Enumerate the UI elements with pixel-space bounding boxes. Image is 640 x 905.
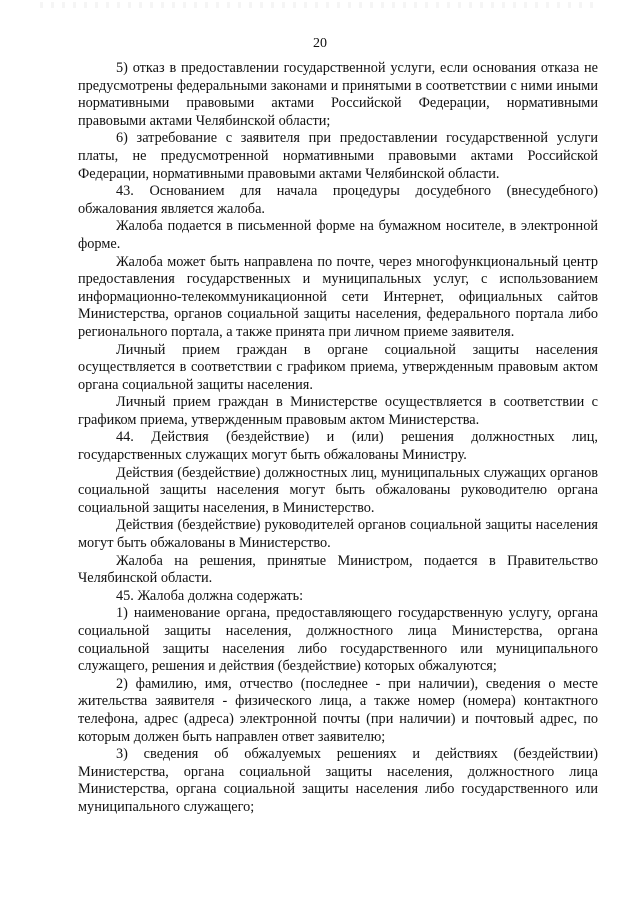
paragraph-complaint-form: Жалоба подается в письменной форме на бумажном носителе, в электронной форме. (78, 218, 598, 252)
paragraph-appeal-officials: Действия (бездействие) должностных лиц, муниципальных служащих органов социальной защиты населения могут быть обжалованы руководителю органа социальной защиты населения, в Министерство. (78, 464, 598, 516)
paragraph-45-contents: 45. Жалоба должна содержать: (116, 587, 304, 604)
document-body (78, 60, 598, 817)
paragraph-appeal-government: Жалоба на решения, принятые Министром, подается в Правительство Челябинской области. (78, 552, 598, 587)
scan-artifact-header (40, 2, 600, 8)
paragraph-44-appeal-minister: 44. Действия (бездействие) и (или) решения должностных лиц, государственных служащих могут быть обжалованы Министру. (78, 429, 598, 464)
paragraph-reception-social: Личный прием граждан в органе социальной защиты населения осуществляется в соответствии с графиком приема, утвержденным правовым актом органа социальной защиты населения. (78, 341, 598, 393)
paragraph-reception-ministry: Личный прием граждан в Министерстве осуществляется в соответствии с графиком приема, утвержденным правовым актом Министерства. (78, 394, 598, 428)
paragraph-appeal-heads: Действия (бездействие) руководителей органов социальной защиты населения могут быть обжалованы в Министерство. (78, 517, 598, 552)
page-number: 20 (313, 36, 327, 51)
paragraph-complaint-channels: Жалоба может быть направлена по почте, через многофункциональный центр предоставления государственных и муниципальных услуг, с использованием информационно-телекоммуникационной сети Интернет, официальных сайтов Министерства, органов социальной защиты населения, федерального портала либо регионального портала, а также принята при личном приеме заявителя. (78, 253, 598, 340)
paragraph-5-refusal: 5) отказ в предоставлении государственной услуги, если основания отказа не предусмотрены федеральными законами и принятыми в соответствии с ними иными нормативными правовыми актами Российской Федерации, нормативными правовыми актами Челябинской области; (78, 60, 598, 129)
paragraph-45-item-3: 3) сведения об обжалуемых решениях и действиях (бездействии) Министерства, органа социальной защиты населения, должностного лица Министерства, органа социальной защиты населения либо государственного или муниципального служащего; (78, 746, 598, 815)
paragraph-43-grounds: 43. Основанием для начала процедуры досудебного (внесудебного) обжалования является жалоба. (78, 183, 598, 217)
paragraph-45-item-1: 1) наименование органа, предоставляющего государственную услугу, органа социальной защиты населения, должностного лица Министерства, органа социальной защиты населения либо государственного или муниципального служащего, решения и действия (бездействие) которых обжалуются; (78, 605, 598, 675)
paragraph-45-item-2: 2) фамилию, имя, отчество (последнее - при наличии), сведения о месте жительства заявителя - физического лица, а также номер (номера) контактного телефона, адрес (адреса) электронной почты (при наличии) и почтовый адрес, по которым должен быть направлен ответ заявителю; (78, 675, 598, 745)
paragraph-6-fee-demand: 6) затребование с заявителя при предоставлении государственной услуги платы, не предусмотренной нормативными правовыми актами Российской Федерации, нормативными правовыми актами Челябинской области. (78, 130, 598, 182)
